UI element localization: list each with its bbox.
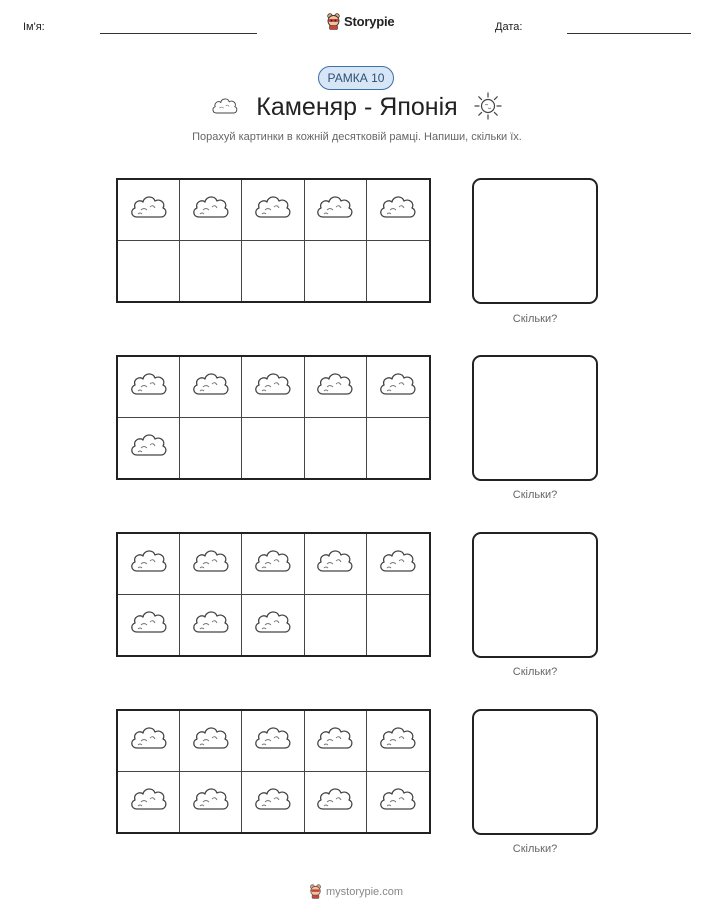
frame-cell xyxy=(367,711,429,772)
frame-cell xyxy=(180,772,242,833)
frame-cell xyxy=(367,534,429,595)
frame-cell xyxy=(367,357,429,418)
storypie-mascot-icon xyxy=(326,13,341,30)
instructions: Порахуй картинки в кожній десятковій рамці. Напиши, скільки їх. xyxy=(192,131,522,143)
frame-cell xyxy=(242,772,304,833)
frame-cell xyxy=(180,418,242,479)
frame-cell xyxy=(367,595,429,656)
name-label: Ім'я: xyxy=(23,21,45,33)
frame-cell xyxy=(242,711,304,772)
how-many-label-3: Скільки? xyxy=(512,666,558,678)
how-many-label-1: Скільки? xyxy=(512,313,558,325)
frame-cell xyxy=(118,711,180,772)
frame-cell xyxy=(305,534,367,595)
worksheet-title: Каменяр - Японія xyxy=(256,93,458,121)
cloud-icon xyxy=(315,547,355,580)
frame-cell xyxy=(242,534,304,595)
frame-cell xyxy=(118,534,180,595)
date-line[interactable] xyxy=(567,33,691,34)
cloud-icon xyxy=(129,193,169,226)
cloud-icon xyxy=(129,431,169,464)
frame-cell xyxy=(180,595,242,656)
cloud-icon xyxy=(191,193,231,226)
frame-cell xyxy=(305,595,367,656)
how-many-label-2: Скільки? xyxy=(512,489,558,501)
cloud-icon xyxy=(129,724,169,757)
frame-cell xyxy=(180,534,242,595)
brand-logo xyxy=(326,13,394,30)
cloud-icon xyxy=(253,370,293,403)
frame-cell xyxy=(118,772,180,833)
brand-name: Storypie xyxy=(344,14,395,29)
ten-frame-1 xyxy=(116,178,431,303)
cloud-icon xyxy=(129,370,169,403)
frame-cell xyxy=(242,357,304,418)
cloud-icon xyxy=(378,724,418,757)
cloud-icon xyxy=(253,724,293,757)
frame-cell xyxy=(305,418,367,479)
frame-cell xyxy=(242,180,304,241)
storypie-mascot-icon xyxy=(309,884,322,899)
answer-box-1[interactable] xyxy=(472,178,598,304)
frame-badge: РАМКА 10 xyxy=(318,66,394,90)
frame-cell xyxy=(118,241,180,302)
cloud-icon xyxy=(129,547,169,580)
cloud-icon xyxy=(191,608,231,641)
cloud-icon xyxy=(378,193,418,226)
ten-frame-4 xyxy=(116,709,431,834)
frame-cell xyxy=(305,180,367,241)
frame-cell xyxy=(180,180,242,241)
cloud-icon xyxy=(315,370,355,403)
footer-site: mystorypie.com xyxy=(326,885,404,898)
frame-cell xyxy=(180,241,242,302)
cloud-icon xyxy=(129,608,169,641)
answer-box-3[interactable] xyxy=(472,532,598,658)
cloud-icon xyxy=(315,724,355,757)
frame-cell xyxy=(180,357,242,418)
cloud-icon xyxy=(129,785,169,818)
frame-cell xyxy=(118,595,180,656)
frame-cell xyxy=(242,241,304,302)
cloud-icon xyxy=(315,193,355,226)
frame-cell xyxy=(305,357,367,418)
frame-cell xyxy=(118,180,180,241)
how-many-label-4: Скільки? xyxy=(512,843,558,855)
frame-cell xyxy=(118,357,180,418)
date-label: Дата: xyxy=(495,21,523,33)
name-line[interactable] xyxy=(100,33,257,34)
cloud-icon xyxy=(253,608,293,641)
frame-cell xyxy=(305,711,367,772)
frame-cell xyxy=(305,772,367,833)
frame-cell xyxy=(367,418,429,479)
frame-cell xyxy=(305,241,367,302)
cloud-icon xyxy=(378,370,418,403)
frame-cell xyxy=(242,418,304,479)
frame-cell xyxy=(367,241,429,302)
cloud-icon xyxy=(191,370,231,403)
cloud-icon xyxy=(253,547,293,580)
ten-frame-3 xyxy=(116,532,431,657)
cloud-icon xyxy=(191,724,231,757)
cloud-icon xyxy=(378,547,418,580)
cloud-icon xyxy=(191,785,231,818)
cloud-icon xyxy=(253,785,293,818)
footer xyxy=(309,884,403,899)
ten-frame-2 xyxy=(116,355,431,480)
cloud-icon xyxy=(253,193,293,226)
frame-cell xyxy=(367,180,429,241)
answer-box-2[interactable] xyxy=(472,355,598,481)
frame-cell xyxy=(242,595,304,656)
frame-cell xyxy=(367,772,429,833)
frame-cell xyxy=(180,711,242,772)
cloud-icon xyxy=(315,785,355,818)
sun-icon xyxy=(473,91,503,126)
answer-box-4[interactable] xyxy=(472,709,598,835)
frame-cell xyxy=(118,418,180,479)
cloud-icon xyxy=(191,547,231,580)
cloud-icon xyxy=(378,785,418,818)
